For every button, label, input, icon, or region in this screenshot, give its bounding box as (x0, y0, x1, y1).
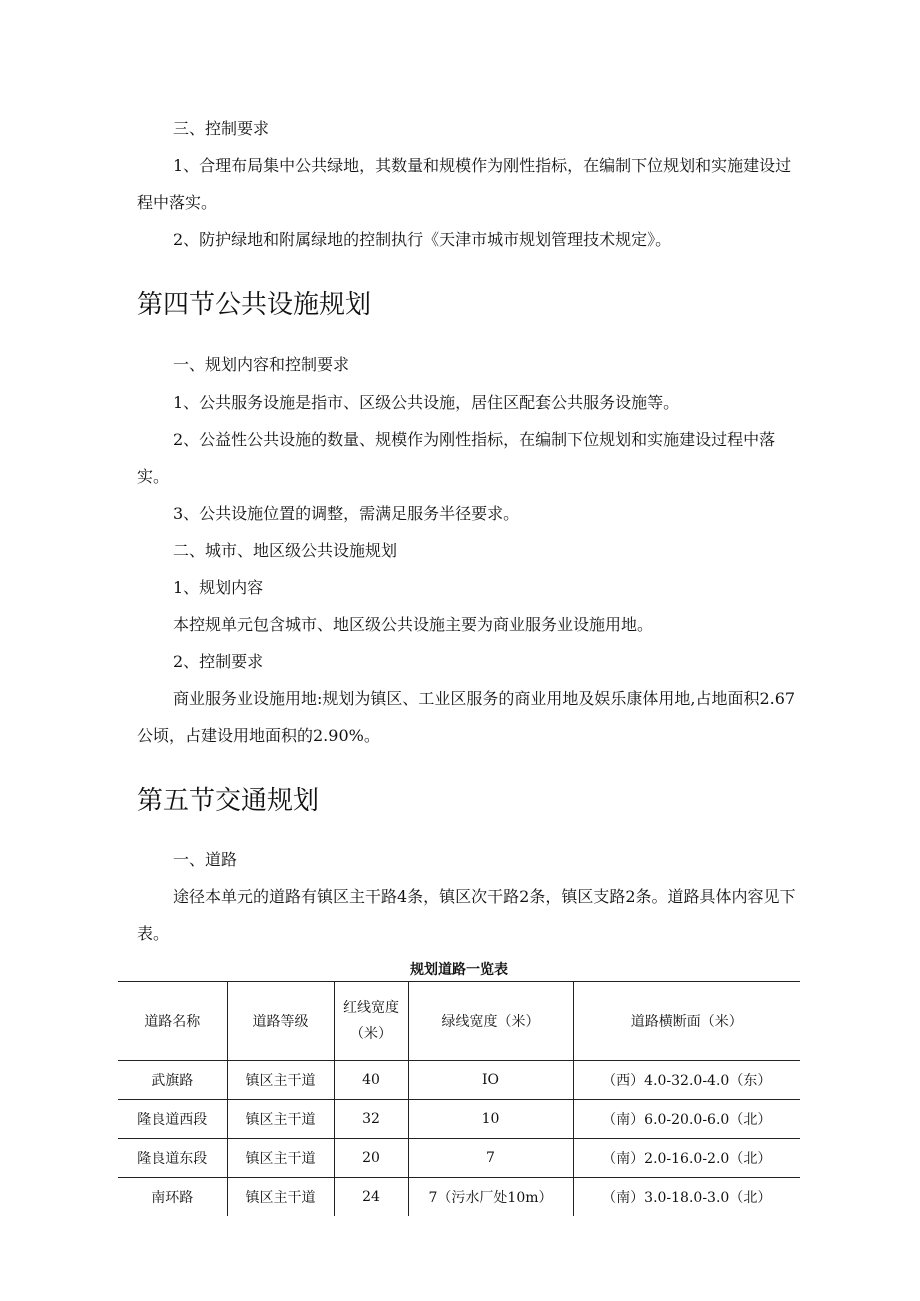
cell-road-grade: 镇区主干道 (227, 1100, 334, 1139)
public-facility-item-1: 1、公共服务设施是指市、区级公共设施，居住区配套公共服务设施等。 (173, 393, 680, 412)
cell-red-line: 24 (334, 1178, 408, 1217)
header-green-line-width: 绿线宽度（米） (408, 982, 573, 1061)
table-caption: 规划道路一览表 (410, 962, 508, 978)
planning-content-heading: 一、规划内容和控制要求 (173, 355, 350, 374)
public-facility-item-2: 2、公益性公共设施的数量、规模作为刚性指标，在编制下位规划和实施建设过程中落实。 (137, 430, 776, 486)
cell-road-section: （南）2.0-16.0-2.0（北） (573, 1139, 800, 1178)
cell-road-name: 武旗路 (118, 1061, 227, 1100)
cell-red-line: 40 (334, 1061, 408, 1100)
cell-road-section: （南）6.0-20.0-6.0（北） (573, 1100, 800, 1139)
planning-content-subheading: 1、规划内容 (173, 578, 264, 597)
cell-road-grade: 镇区主干道 (227, 1139, 334, 1178)
table-row (118, 1061, 800, 1100)
cell-green-line: 10 (408, 1100, 573, 1139)
commercial-land-description: 商业服务业设施用地:规划为镇区、工业区服务的商业用地及娱乐康体用地,占地面积2.67公顷，占建设用地面积的2.90%。 (137, 689, 796, 745)
header-road-grade: 道路等级 (227, 982, 334, 1061)
table-row (118, 1139, 800, 1178)
green-space-requirement-1: 1、合理布局集中公共绿地，其数量和规模作为刚性指标，在编制下位规划和实施建设过程中落实。 (137, 156, 792, 212)
city-facility-heading: 二、城市、地区级公共设施规划 (173, 541, 398, 560)
cell-red-line: 20 (334, 1139, 408, 1178)
header-red-line-width: 红线宽度（米） (334, 982, 408, 1061)
table-row (118, 1178, 800, 1217)
road-table (118, 981, 800, 1216)
table-header-row (118, 982, 800, 1061)
header-road-name: 道路名称 (118, 982, 227, 1061)
cell-red-line: 32 (334, 1100, 408, 1139)
cell-road-name: 南环路 (151, 1190, 194, 1206)
cell-road-name: 隆良道西段 (118, 1100, 227, 1139)
cell-road-grade: 镇区主干道 (227, 1061, 334, 1100)
unit-facility-description: 本控规单元包含城市、地区级公共设施主要为商业服务业设施用地。 (173, 615, 654, 634)
cell-green-line: IO (408, 1061, 573, 1100)
cell-road-section: （西）4.0-32.0-4.0（东） (573, 1061, 800, 1100)
green-space-requirement-2: 2、防护绿地和附属绿地的控制执行《天津市城市规划管理技术规定》。 (173, 230, 672, 249)
cell-road-name: 隆良道东段 (118, 1139, 227, 1178)
section-4-title: 第四节公共设施规划 (137, 290, 372, 320)
public-facility-item-3: 3、公共设施位置的调整，需满足服务半径要求。 (173, 504, 520, 523)
control-requirements-heading: 三、控制要求 (173, 119, 270, 138)
cell-green-line: 7 (408, 1139, 573, 1178)
roads-heading: 一、道路 (173, 850, 238, 869)
control-requirements-subheading: 2、控制要求 (173, 652, 264, 671)
roads-description: 途径本单元的道路有镇区主干路4条，镇区次干路2条，镇区支路2条。道路具体内容见下表。 (137, 887, 796, 943)
header-road-section: 道路横断面（米） (573, 982, 800, 1061)
cell-road-grade: 镇区主干道 (227, 1178, 334, 1217)
table-row (118, 1100, 800, 1139)
cell-green-line: 7（污水厂处10m） (408, 1178, 573, 1217)
section-5-title: 第五节交通规划 (137, 786, 320, 816)
cell-road-section: （南）3.0-18.0-3.0（北） (573, 1178, 800, 1217)
